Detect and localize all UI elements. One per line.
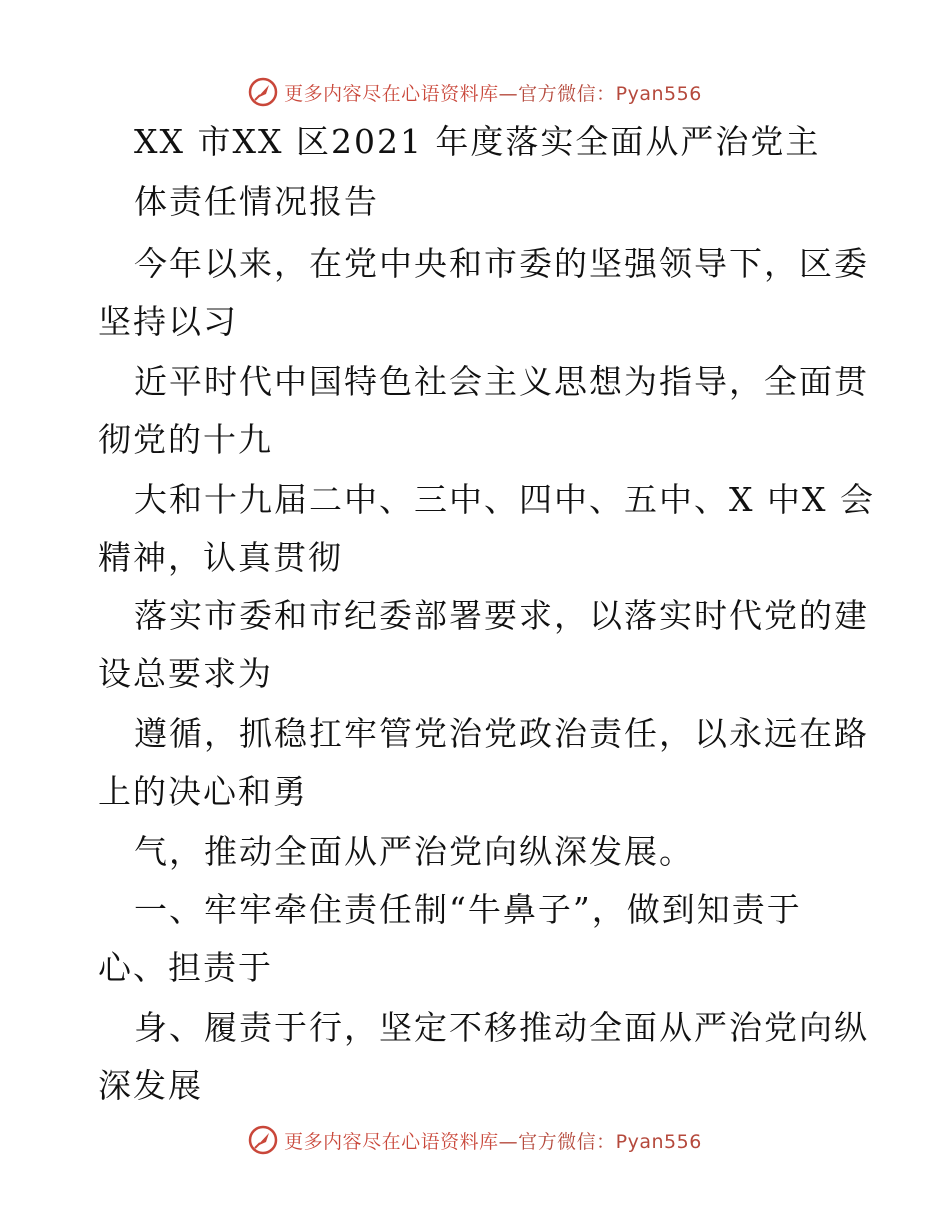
text-line: 身、履责于行，坚定不移推动全面从严治党向纵 — [134, 1008, 869, 1047]
text-line: 今年以来，在党中央和市委的坚强领导下，区委 — [134, 244, 869, 283]
section-heading-line: 心、担责于 — [98, 948, 273, 987]
text-line: 深发展 — [98, 1066, 203, 1105]
section-heading-line: 一、牢牢牵住责任制“牛鼻子”，做到知责于 — [134, 890, 802, 929]
doc-title-line-2: 体责任情况报告 — [134, 182, 379, 221]
text-line: 气，推动全面从严治党向纵深发展。 — [134, 832, 694, 871]
text-line: 设总要求为 — [98, 654, 273, 693]
text-line: 大和十九届二中、三中、四中、五中、X 中X 会 — [134, 480, 875, 519]
text-line: 近平时代中国特色社会主义思想为指导，全面贯 — [134, 362, 869, 401]
text-line: 坚持以习 — [98, 302, 238, 341]
footer-watermark — [0, 1120, 950, 1160]
text-line: 落实市委和市纪委部署要求，以落实时代党的建 — [134, 596, 869, 635]
text-line: 上的决心和勇 — [98, 772, 308, 811]
watermark-text: 更多内容尽在心语资料库—官方微信：Pyan556 — [284, 1130, 702, 1153]
watermark-text: 更多内容尽在心语资料库—官方微信：Pyan556 — [284, 82, 702, 105]
text-line: 遵循，抓稳扛牢管党治党政治责任，以永远在路 — [134, 714, 869, 753]
doc-title-line-1: XX 市XX 区2021 年度落实全面从严治党主 — [134, 122, 821, 161]
quill-logo-icon — [248, 1125, 278, 1155]
text-line: 彻党的十九 — [98, 420, 273, 459]
quill-logo-icon — [248, 77, 278, 107]
text-line: 精神，认真贯彻 — [98, 538, 343, 577]
header-watermark — [0, 72, 950, 112]
